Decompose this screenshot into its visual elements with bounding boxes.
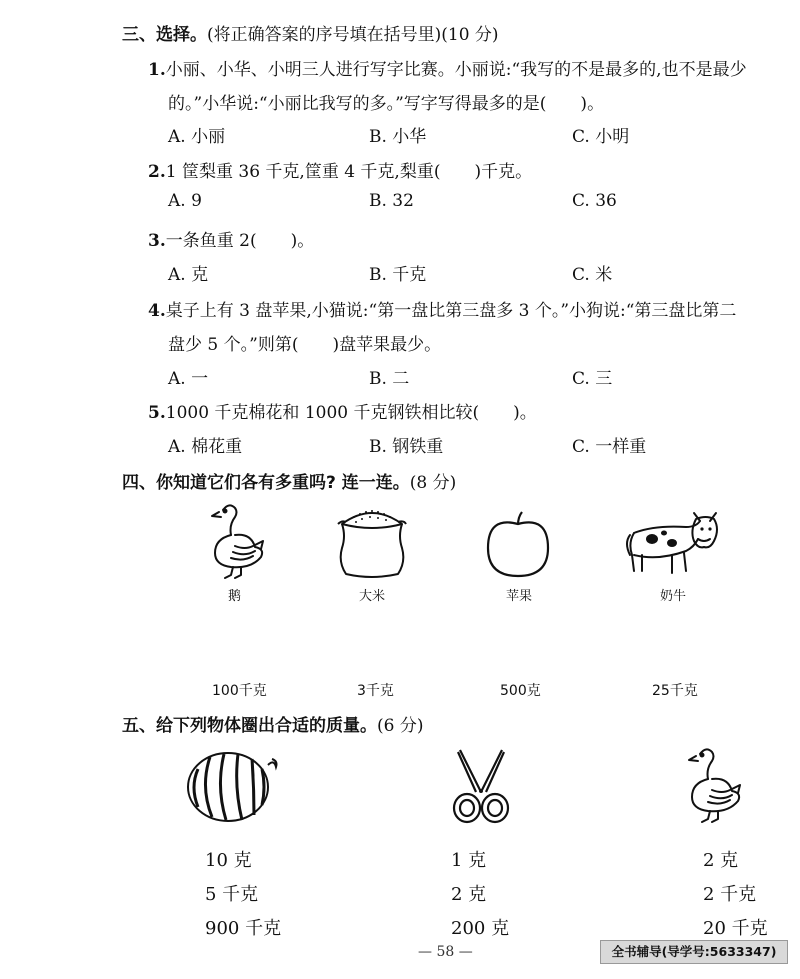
question-5-line1: 5.1000 千克棉花和 1000 千克钢铁相比较( )。 [148,403,537,423]
question-4-line2: 盘少 5 个。”则第( )盘苹果最少。 [168,335,442,355]
question-4-line1: 4.桌子上有 3 盘苹果,小猫说:“第一盘比第三盘多 3 个。”小狗说:“第三盘比第二 [148,301,737,321]
option-4c: C. 三 [572,369,613,389]
option-1a: A. 小丽 [168,127,226,147]
item-label-rice: 大米 [359,589,386,604]
section4-heading [122,468,456,493]
option-3c: C. 米 [572,265,613,285]
item-label-goose: 鹅 [228,589,242,604]
watermelon-choice-1[interactable]: 10 克 [205,850,252,871]
goose-choice-3[interactable]: 20 千克 [703,918,768,939]
question-1-line1: 1.小丽、小华、小明三人进行写字比赛。小丽说:“我写的不是最多的,也不是最少 [148,60,747,80]
section4-title: 四、你知道它们各有多重吗? 连一连。 [122,473,410,493]
option-5c: C. 一样重 [572,437,647,457]
option-2a: A. 9 [168,191,202,211]
option-1c: C. 小明 [572,127,630,147]
rice-sack-icon [332,502,412,580]
question-1-line2: 的。”小华说:“小丽比我写的多。”写字写得最多的是( )。 [168,94,605,114]
section5-points: (6 分) [377,716,424,736]
scissors-choice-2[interactable]: 2 克 [451,884,487,905]
scissors-choice-1[interactable]: 1 克 [451,850,487,871]
option-3b: B. 千克 [369,265,427,285]
goose-icon [205,500,267,582]
scissors-choice-3[interactable]: 200 克 [451,918,510,939]
watermelon-icon [184,745,280,825]
question-3-line1: 3.一条鱼重 2( )。 [148,231,315,251]
section4-points: (8 分) [409,473,457,493]
section5-heading [122,711,423,736]
goose-choice-2[interactable]: 2 千克 [703,884,757,905]
option-5b: B. 钢铁重 [369,437,444,457]
goose-icon [682,742,744,828]
section3-points: (将正确答案的序号填在括号里)(10 分) [207,25,499,45]
option-3a: A. 克 [168,265,209,285]
watermelon-choice-2[interactable]: 5 千克 [205,884,259,905]
scissors-icon [450,748,512,828]
section3-heading [122,20,499,45]
section5-title: 五、给下列物体圈出合适的质量。 [122,716,377,736]
item-label-apple: 苹果 [506,589,533,604]
weight-option-1: 100千克 [212,683,267,699]
weight-option-4: 25千克 [652,683,698,699]
apple-icon [486,510,550,578]
weight-option-3: 500克 [500,683,541,699]
cow-icon [622,505,728,585]
option-5a: A. 棉花重 [168,437,243,457]
page-number: — 58 — [418,944,473,960]
item-label-cow: 奶牛 [660,589,687,604]
option-2b: B. 32 [369,191,414,211]
question-2-line1: 2.1 筐梨重 36 千克,筐重 4 千克,梨重( )千克。 [148,162,533,182]
option-2c: C. 36 [572,191,617,211]
option-4a: A. 一 [168,369,209,389]
weight-option-2: 3千克 [357,683,394,699]
goose-choice-1[interactable]: 2 克 [703,850,739,871]
section3-title: 三、选择。 [122,25,207,45]
option-1b: B. 小华 [369,127,427,147]
option-4b: B. 二 [369,369,410,389]
watermelon-choice-3[interactable]: 900 千克 [205,918,282,939]
guide-badge: 全书辅导(导学号:5633347) [600,940,788,964]
